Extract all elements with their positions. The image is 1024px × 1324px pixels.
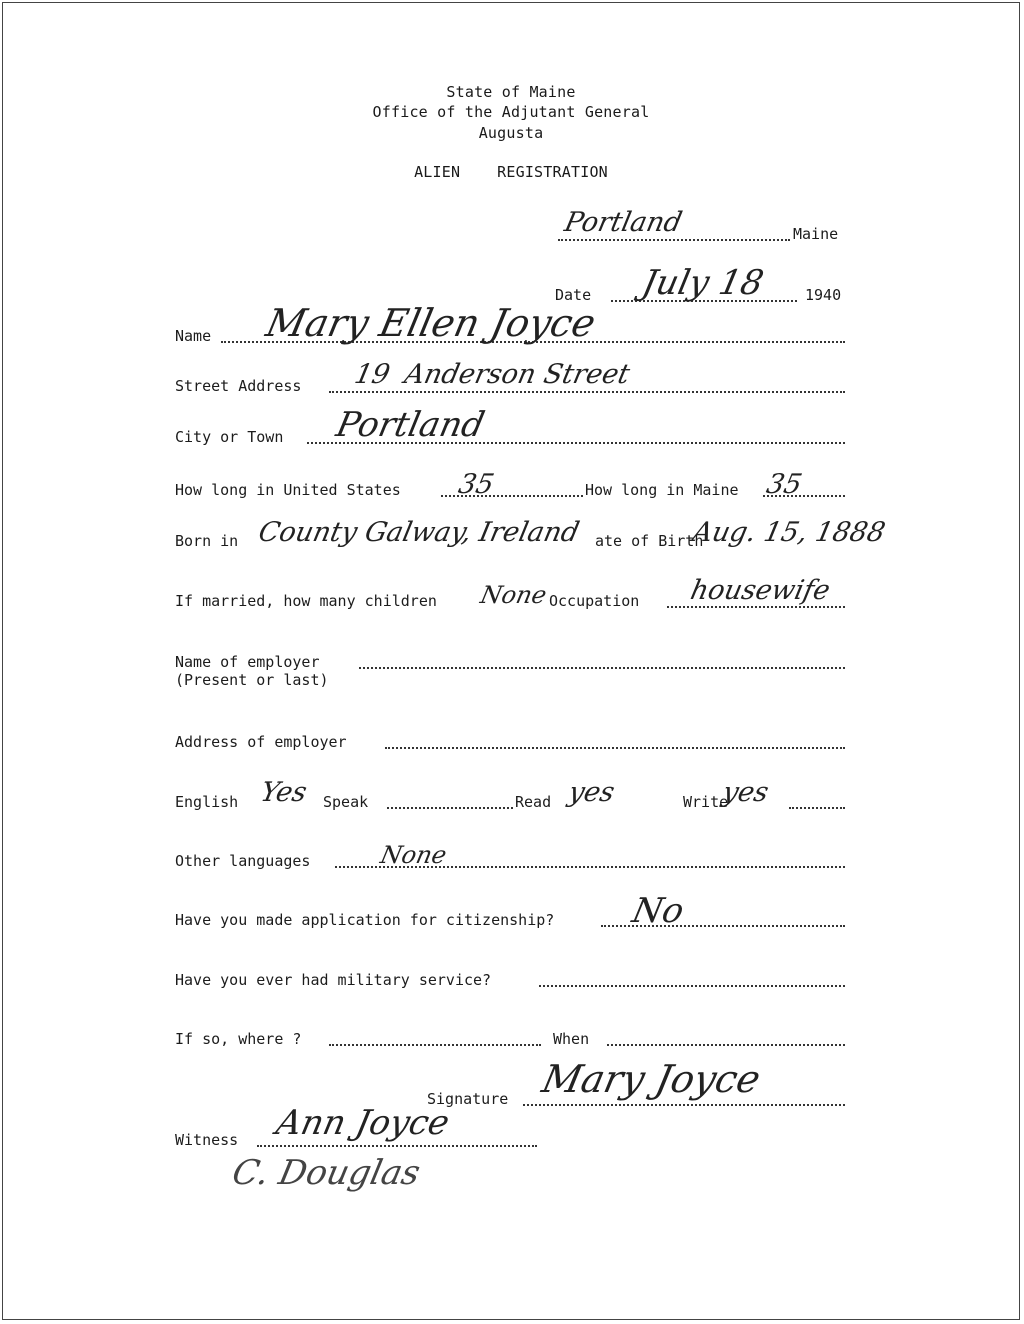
date-value: July 18 xyxy=(638,263,767,303)
city-value: Portland xyxy=(332,405,488,445)
form-title: ALIEN REGISTRATION xyxy=(414,163,608,181)
maine-years-label: How long in Maine xyxy=(585,481,739,499)
witness-label: Witness xyxy=(175,1131,239,1149)
registration-form xyxy=(2,2,1020,1320)
street-dots xyxy=(329,391,845,393)
read-label: Read xyxy=(515,793,552,811)
us-years-label: How long in United States xyxy=(175,481,401,499)
name-label: Name xyxy=(175,327,212,345)
witness-value: Ann Joyce xyxy=(272,1103,453,1143)
witness-value-2: C. Douglas xyxy=(228,1153,424,1193)
witness-dots xyxy=(257,1145,537,1147)
other-lang-value: None xyxy=(378,841,450,869)
header-state: State of Maine xyxy=(446,83,576,101)
maine-years-value: 35 xyxy=(763,469,805,500)
when-dots xyxy=(607,1044,845,1046)
write-dots xyxy=(789,807,845,809)
children-label: If married, how many children xyxy=(175,592,437,610)
occupation-dots xyxy=(667,606,845,608)
english-label: English xyxy=(175,793,239,811)
speak-label: Speak xyxy=(323,793,369,811)
write-label: Write xyxy=(683,793,729,811)
where-dots xyxy=(329,1044,541,1046)
date-label: Date xyxy=(555,286,592,304)
citizenship-value: No xyxy=(628,891,688,931)
when-label: When xyxy=(553,1030,590,1048)
street-number-value: 19 xyxy=(351,359,393,390)
dob-value: Aug. 15, 1888 xyxy=(689,517,888,548)
city-label: City or Town xyxy=(175,428,284,446)
employer-sub-label: (Present or last) xyxy=(175,671,329,689)
children-value: None xyxy=(478,581,550,609)
place-state-label: Maine xyxy=(793,225,839,243)
name-value: Mary Ellen Joyce xyxy=(262,301,600,345)
street-label: Street Address xyxy=(175,377,302,395)
dob-label: ate of Birth xyxy=(595,532,704,550)
read-value: yes xyxy=(565,777,618,808)
date-year: 1940 xyxy=(805,286,842,304)
military-label: Have you ever had military service? xyxy=(175,971,492,989)
employer-addr-label: Address of employer xyxy=(175,733,347,751)
signature-value: Mary Joyce xyxy=(538,1057,765,1101)
header-city: Augusta xyxy=(478,124,544,142)
signature-label: Signature xyxy=(427,1090,509,1108)
header-office: Office of the Adjutant General xyxy=(372,103,650,121)
place-dots xyxy=(558,239,790,241)
military-dots xyxy=(539,985,845,987)
employer-addr-dots xyxy=(385,747,845,749)
signature-dots xyxy=(523,1104,845,1106)
other-lang-label: Other languages xyxy=(175,852,311,870)
us-years-value: 35 xyxy=(455,469,497,500)
english-value: Yes xyxy=(257,777,310,808)
born-value: County Galway, Ireland xyxy=(255,517,582,548)
write-value: yes xyxy=(719,777,772,808)
place-city-value: Portland xyxy=(561,207,685,238)
where-label: If so, where ? xyxy=(175,1030,302,1048)
born-label: Born in xyxy=(175,532,239,550)
speak-dots xyxy=(387,807,513,809)
employer-label: Name of employer xyxy=(175,653,320,671)
employer-dots xyxy=(359,667,845,669)
street-value: Anderson Street xyxy=(401,359,633,390)
citizenship-label: Have you made application for citizenship? xyxy=(175,911,555,929)
occupation-label: Occupation xyxy=(549,592,640,610)
occupation-value: housewife xyxy=(687,575,833,606)
